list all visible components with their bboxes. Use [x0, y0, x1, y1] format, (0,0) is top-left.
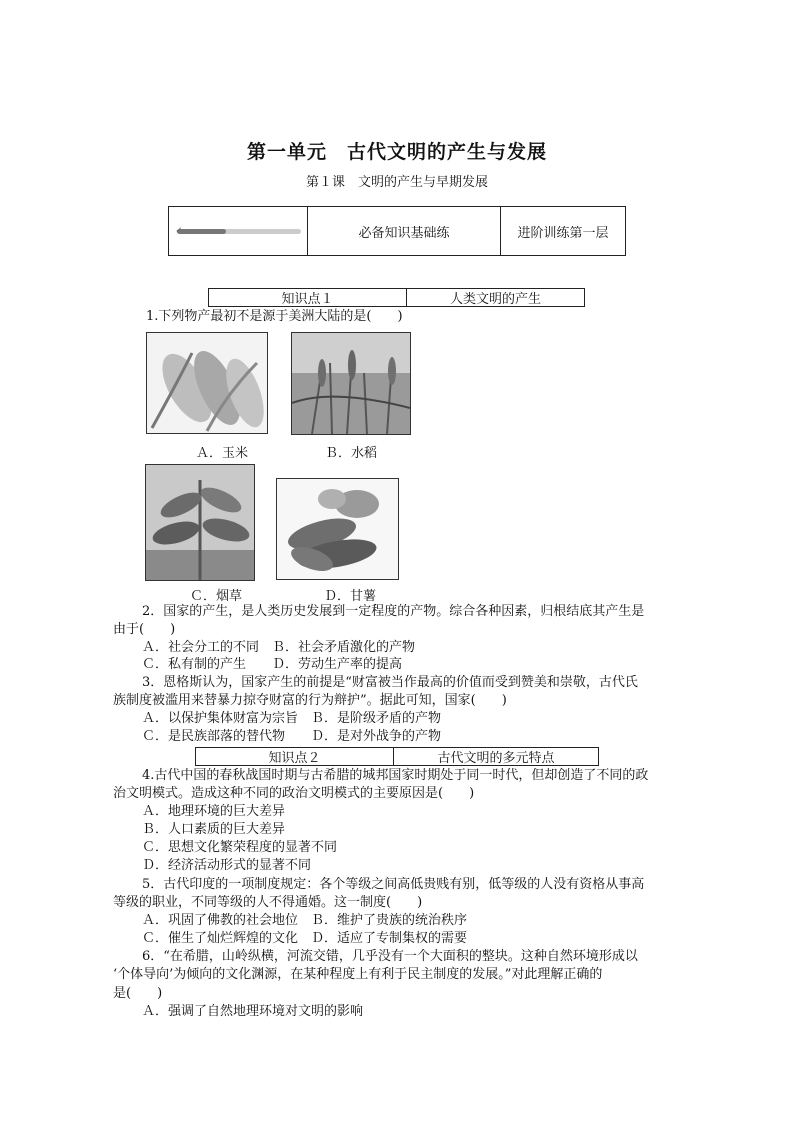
kp2-label: 知识点２ — [196, 748, 394, 765]
q6-option-a: Ａ．强调了自然地理环境对文明的影响 — [142, 1004, 364, 1019]
rice-image — [291, 332, 411, 435]
kp1-topic: 人类文明的产生 — [449, 292, 541, 307]
progress-cell — [169, 207, 308, 255]
q3-options-line2: Ｃ．是民族部落的替代物 Ｄ．是对外战争的产物 — [142, 729, 442, 744]
tobacco-image — [145, 464, 255, 581]
section-header-box — [168, 206, 626, 256]
q1-option-a: Ａ．玉米 — [196, 446, 249, 461]
q2-stem-line1: 2．国家的产生，是人类历史发展到一定程度的产物。综合各种因素，归根结底其产生是 — [142, 604, 645, 619]
lesson-subtitle: 第１课 文明的产生与早期发展 — [305, 175, 488, 190]
q4-stem-line2: 治文明模式。造成这种不同的政治文明模式的主要原因是( ) — [113, 786, 475, 801]
q2-stem-line2: 由于( ) — [113, 622, 176, 637]
kp2-topic: 古代文明的多元特点 — [437, 751, 555, 766]
q1-stem: 1.下列物产最初不是源于美洲大陆的是( ) — [146, 309, 403, 324]
q4-option-d: Ｄ．经济活动形式的显著不同 — [142, 858, 312, 873]
kp1-label: 知识点１ — [209, 289, 407, 306]
q3-stem-line1: 3．恩格斯认为，国家产生的前提是“财富被当作最高的价值而受到赞美和崇敬，古代氏 — [142, 675, 638, 690]
progress-bar — [177, 229, 301, 234]
q4-stem-line1: 4.古代中国的春秋战国时期与古希腊的城邦国家时期处于同一时代，但却创造了不同的政 — [142, 768, 649, 783]
q4-option-a: Ａ．地理环境的巨大差异 — [142, 804, 286, 819]
q2-options-line2: Ｃ．私有制的产生 Ｄ．劳动生产率的提高 — [142, 657, 403, 672]
check-icon: ✓ — [175, 226, 183, 236]
q3-stem-line2: 族制度被滥用来替暴力掠夺财富的行为辩护”。据此可知，国家( ) — [113, 693, 507, 708]
knowledge-point-1 — [208, 288, 585, 307]
progress-fill — [177, 229, 227, 234]
q5-stem-line2: 等级的职业，不同等级的人不得通婚。这一制度( ) — [113, 895, 423, 910]
page-title: 第一单元 古代文明的产生与发展 — [246, 141, 547, 163]
q5-options-line2: Ｃ．催生了灿烂辉煌的文化 Ｄ．适应了专制集权的需要 — [142, 931, 468, 946]
knowledge-point-2 — [195, 747, 599, 766]
corn-image — [146, 332, 268, 434]
q6-stem-line1: 6．“在希腊，山岭纵横，河流交错，几乎没有一个大面积的整块。这种自然环境形成以 — [142, 949, 638, 964]
header-middle-cell: 必备知识基础练 — [308, 207, 501, 255]
q1-option-c: Ｃ．烟草 — [190, 589, 243, 604]
q5-stem-line1: 5．古代印度的一项制度规定：各个等级之间高低贵贱有别，低等级的人没有资格从事高 — [142, 877, 645, 892]
q2-options-line1: Ａ．社会分工的不同 Ｂ．社会矛盾激化的产物 — [142, 640, 416, 655]
q4-option-c: Ｃ．思想文化繁荣程度的显著不同 — [142, 840, 338, 855]
q4-option-b: Ｂ．人口素质的巨大差异 — [142, 822, 286, 837]
q1-option-b: Ｂ．水稻 — [325, 446, 378, 461]
sweet-potato-image — [276, 478, 399, 580]
q1-option-d: Ｄ．甘薯 — [324, 589, 377, 604]
q6-stem-line2: ‘个体导向’为倾向的文化渊源，在某种程度上有利于民主制度的发展。”对此理解正确的 — [113, 967, 603, 982]
q6-stem-line3: 是( ) — [113, 986, 163, 1001]
q3-options-line1: Ａ．以保护集体财富为宗旨 Ｂ．是阶级矛盾的产物 — [142, 711, 442, 726]
header-right-cell: 进阶训练第一层 — [517, 225, 609, 241]
q5-options-line1: Ａ．巩固了佛教的社会地位 Ｂ．维护了贵族的统治秩序 — [142, 913, 468, 928]
